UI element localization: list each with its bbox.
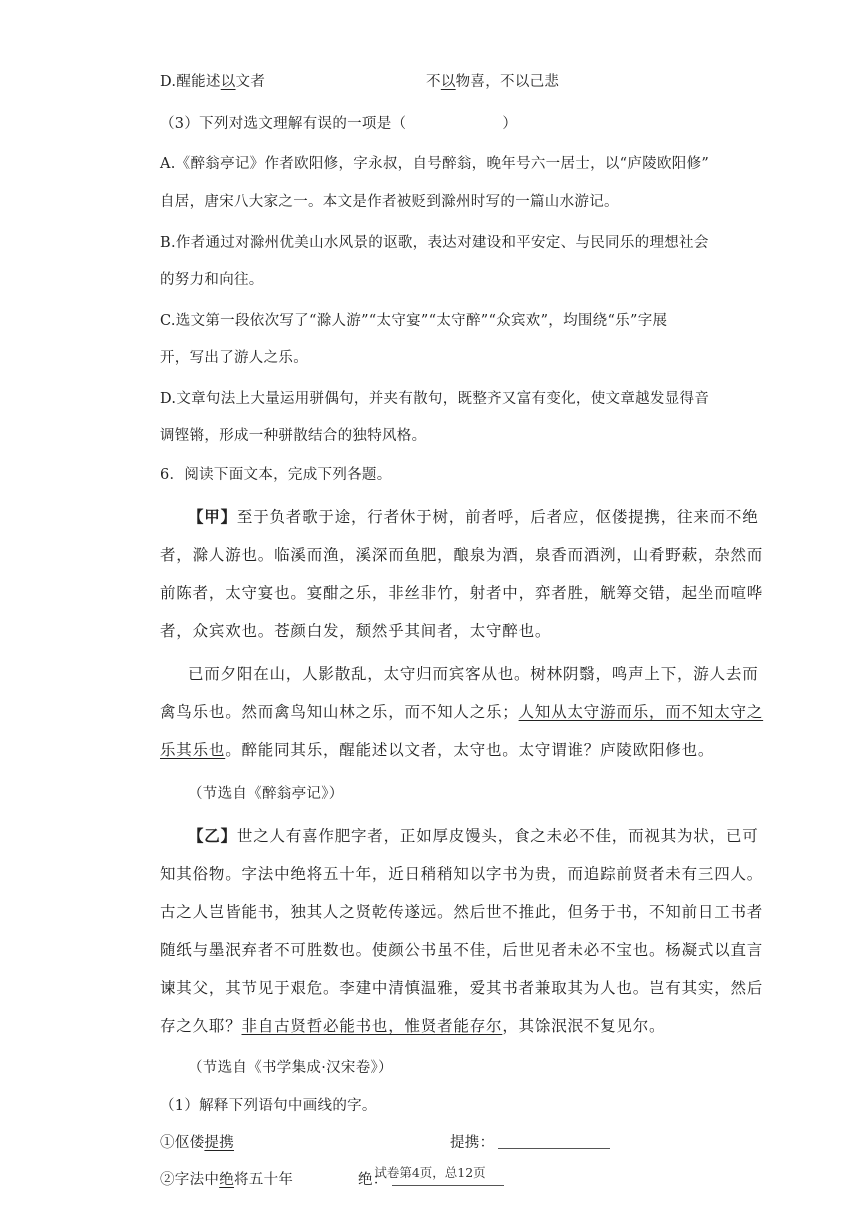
page-footer: 试卷第4页，总12页 xyxy=(374,1165,486,1180)
yi-line1: 【乙】世之人有喜作肥字者，正如厚皮馒头，食之未必不佳，而视其为状，已可 xyxy=(188,826,759,845)
q5-3-option-d-line2: 调铿锵，形成一种骈散结合的独特风格。 xyxy=(160,428,427,444)
answer-blank-1[interactable] xyxy=(498,1134,610,1149)
jia-line1: 【甲】至于负者歌于途，行者休于树，前者呼，后者应，伛偻提携，往来而不绝 xyxy=(188,507,759,526)
jia-source: （节选自《醉翁亭记》） xyxy=(188,786,344,802)
q6-sub1-title: （1）解释下列语句中画线的字。 xyxy=(160,1098,377,1114)
yi-line4: 随纸与墨泯弃者不可胜数也。使颜公书虽不佳，后世见者未必不宝也。杨凝式以直言 xyxy=(160,941,764,959)
q5-3-option-a-line1: A.《醉翁亭记》作者欧阳修，字永叔，自号醉翁，晚年号六一居士，以“庐陵欧阳修” xyxy=(160,156,710,172)
yi-line3: 古之人岂皆能书，独其人之贤乾传遂远。然后世不推此，但务于书，不知前日工书者 xyxy=(160,903,764,921)
q5-3-stem: （3）下列对选文理解有误的一项是（ ） xyxy=(160,116,518,132)
q6-item1-answer: 提携： xyxy=(450,1133,610,1153)
q5-3-option-c-line2: 开，写出了游人之乐。 xyxy=(160,350,308,366)
q5-option-d-right: 不以物喜，不以己悲 xyxy=(426,74,560,90)
yi-line2: 知其俗物。字法中绝将五十年，近日稍稍知以字书为贵，而追踪前贤者未有三四人。 xyxy=(160,865,764,883)
q5-3-option-b-line2: 的努力和向往。 xyxy=(160,272,264,288)
q6-item2-answer: 绝： xyxy=(358,1170,504,1190)
yi-source: （节选自《书学集成·汉宋卷》） xyxy=(188,1060,393,1076)
q6-item1: ①伛偻提携 xyxy=(160,1135,235,1151)
jia-line4: 者，众宾欢也。苍颜白发，颓然乎其间者，太守醉也。 xyxy=(160,622,552,640)
jia-line3: 前陈者，太守宴也。宴酣之乐，非丝非竹，射者中，弈者胜，觥筹交错，起坐而喧哗 xyxy=(160,584,764,602)
q6-title: 6．阅读下面文本，完成下列各题。 xyxy=(160,467,392,483)
jia-p2-line1: 已而夕阳在山，人影散乱，太守归而宾客从也。树林阴翳，鸣声上下，游人去而 xyxy=(188,665,759,683)
jia-line2: 者，滁人游也。临溪而渔，溪深而鱼肥，酿泉为酒，泉香而酒洌，山肴野蔌，杂然而 xyxy=(160,546,764,564)
q5-option-d: D.醒能述以文者 xyxy=(160,74,266,90)
q6-item2: ②字法中绝将五十年 xyxy=(160,1172,294,1188)
jia-p2-line3: 乐其乐也。醉能同其乐，醒能述以文者，太守也。太守谓谁？庐陵欧阳修也。 xyxy=(160,741,715,759)
yi-line5: 谏其父，其节见于艰危。李建中清慎温雅，爱其书者兼取其为人也。岂有其实，然后 xyxy=(160,979,764,997)
yi-line6: 存之久耶？非自古贤哲必能书也，惟贤者能存尔，其馀泯泯不复见尔。 xyxy=(160,1017,666,1035)
q5-3-option-b-line1: B.作者通过对滁州优美山水风景的讴歌，表达对建设和平安定、与民同乐的理想社会 xyxy=(160,235,709,251)
q5-3-option-c-line1: C.选文第一段依次写了“滁人游”“太守宴”“太守醉”“众宾欢”，均围绕“乐”字展 xyxy=(160,313,668,329)
q5-3-option-d-line1: D.文章句法上大量运用骈偶句，并夹有散句，既整齐又富有变化，使文章越发显得音 xyxy=(160,391,710,407)
jia-p2-line2: 禽鸟乐也。然而禽鸟知山林之乐，而不知人之乐；人知从太守游而乐，而不知太守之 xyxy=(160,703,764,721)
q5-3-option-a-line2: 自居，唐宋八大家之一。本文是作者被贬到滁州时写的一篇山水游记。 xyxy=(160,194,619,210)
